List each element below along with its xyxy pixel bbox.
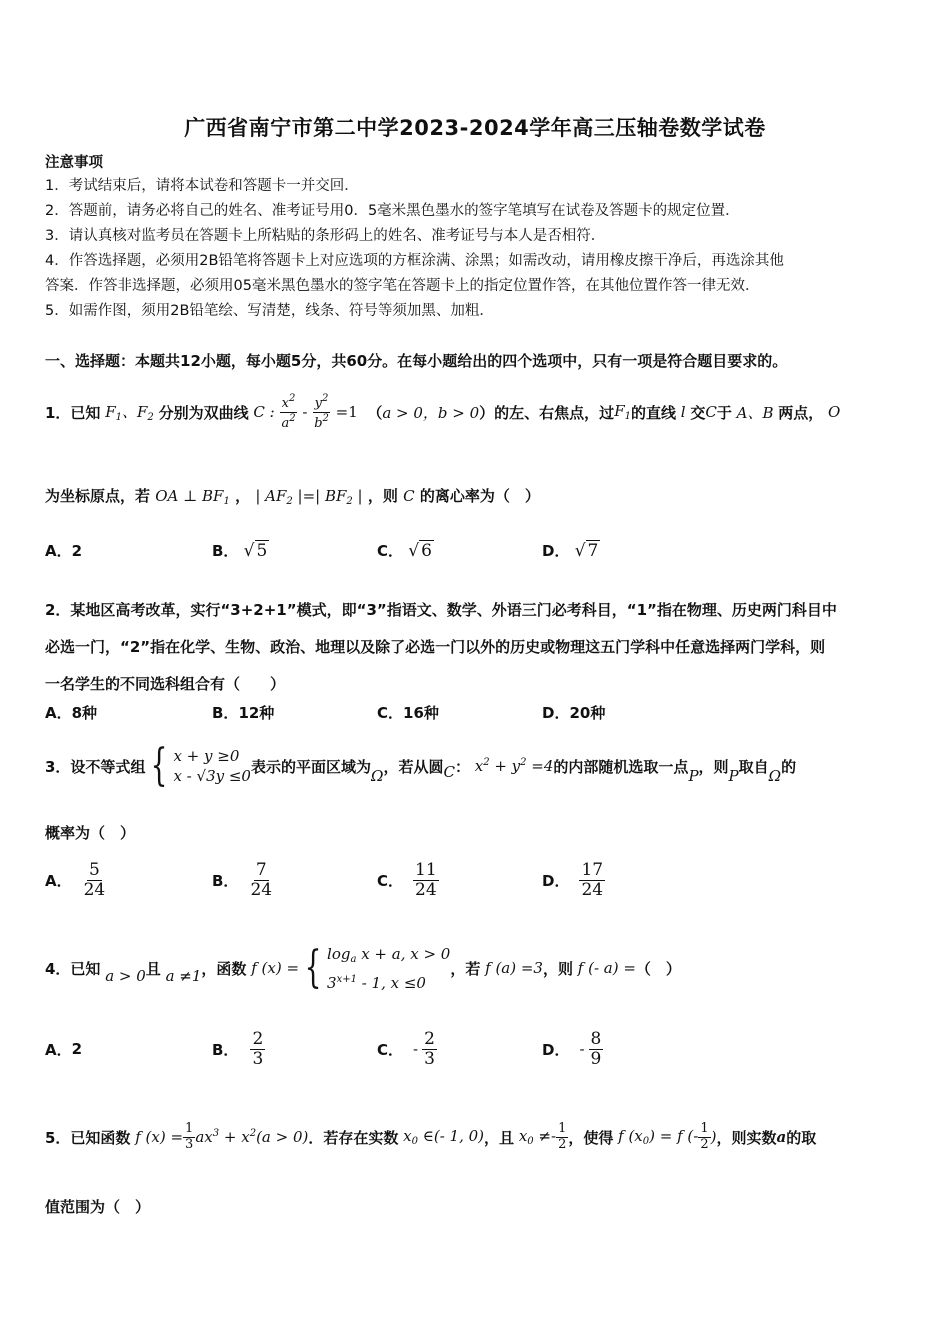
q4-math-piecewise: { $\log_a x + a$, x > 0 $3^{x+1} - 1$, x ≤0 <box>304 942 451 993</box>
q1-text: 分别为双曲线 <box>158 403 249 422</box>
question-2-options <box>45 702 910 724</box>
q5-text: 5．已知函数 <box>45 1128 131 1147</box>
question-3-line-1 <box>45 738 910 794</box>
q5-text: ．若存在实数 <box>308 1128 399 1147</box>
option-b[interactable]: B． $\frac{2}{3}$ <box>212 1028 264 1069</box>
q1-text: ）的左、右焦点，过 <box>479 403 615 422</box>
q5-text: ，且 <box>484 1128 515 1147</box>
q1-math-c2: C <box>705 403 717 421</box>
q3-text: 表示的平面区域为 <box>250 757 371 776</box>
q4-text: 且 <box>145 959 161 978</box>
q3-math-system: { x + y ≥0 x - √3y ≤0 <box>151 740 251 791</box>
q1-text: （ <box>367 403 383 422</box>
q4-math-a-pos: a > 0 <box>100 967 146 985</box>
q1-math-eq1: =1 <box>330 403 368 421</box>
q1-text: ，则 <box>367 487 398 505</box>
q5-math-poly: $ax^3 + x^2(a > 0)$ <box>195 1128 309 1146</box>
option-c[interactable]: C． √ 6 <box>377 541 432 561</box>
option-d[interactable]: D．20种 <box>542 704 606 722</box>
q4-text: ，则 <box>542 959 573 978</box>
q3-text: 的 <box>781 757 797 776</box>
option-a[interactable]: A．8种 <box>45 704 98 722</box>
q1-math-cond: a > 0，b > 0 <box>382 403 480 422</box>
notice-item: 4．作答选择题，必须用2B铅笔将答题卡上对应选项的方框涂满、涂黑；如需改动，请用橡皮擦干净后，再选涂其他 <box>45 253 784 269</box>
q3-math-omega: Ω <box>371 767 384 785</box>
q5-math-a: a <box>776 1128 787 1146</box>
option-c[interactable]: C．16种 <box>377 704 439 722</box>
q2-line: 一名学生的不同选科组合有（ ） <box>45 675 286 693</box>
q3-text: ，则 <box>698 757 729 776</box>
q3-math-p: P <box>688 767 699 785</box>
q1-math-frac-x: $\frac{x^2}{a^2}$ <box>281 393 296 431</box>
q4-text: ，若 <box>450 959 481 978</box>
option-a[interactable]: A．2 <box>45 542 83 560</box>
q5-text: ，则实数 <box>716 1128 777 1147</box>
option-d[interactable]: D． - $\frac{8}{9}$ <box>542 1028 602 1069</box>
notice-item: 5．如需作图，须用2B铅笔绘、写清楚，线条、符号等须加黑、加粗． <box>45 303 494 319</box>
option-a[interactable]: A． $\frac{5}{24}$ <box>45 859 106 900</box>
q3-math-circle: $x^2 + y^2 =4$ <box>469 757 554 775</box>
question-1-line-1 <box>45 392 910 432</box>
q5-math-half2: $\frac{1}{2}$ <box>700 1121 709 1152</box>
option-b[interactable]: B．12种 <box>212 704 275 722</box>
q4-text: ，函数 <box>201 959 247 978</box>
q1-math-frac-y: $\frac{y^2}{b^2}$ <box>314 393 329 431</box>
notice-section <box>45 152 910 324</box>
section-heading: 一、选择题：本题共12小题，每小题5分，共60分。在每小题给出的四个选项中，只有一项是符合题目要求的。 <box>45 352 788 370</box>
question-4-options <box>45 1024 910 1074</box>
q1-text: 交 <box>690 403 706 422</box>
q5-math-third: $\frac{1}{3}$ <box>185 1121 194 1152</box>
q4-math-fx: f (x) = <box>246 959 300 977</box>
option-d[interactable]: D． $\frac{17}{24}$ <box>542 859 604 900</box>
q1-math-c3: C <box>403 487 415 505</box>
q5-math-close: ) <box>710 1128 717 1146</box>
q3-text: ，若从圆 <box>383 757 444 776</box>
q2-line: 必选一门，“2”指在化学、生物、政治、地理以及除了必选一门以外的历史或物理这五门学科中任意选择两门学科，则 <box>45 638 826 656</box>
q5-math-fx: f (x) = <box>130 1128 184 1146</box>
q2-line: 2．某地区高考改革，实行“3+2+1”模式，即“3”指语文、数学、外语三门必考科目，“1”指在物理、历史两门科目中 <box>45 601 837 619</box>
q5-math-feq: f $(x_0) = f$ (- <box>613 1127 699 1147</box>
q4-text: 4．已知 <box>45 959 101 978</box>
option-c[interactable]: C． $\frac{11}{24}$ <box>377 859 437 900</box>
q1-text: ， <box>235 487 251 505</box>
q1-math-f1f2: $F_1$、$F_2$ <box>100 403 154 423</box>
option-b[interactable]: B． $\frac{7}{24}$ <box>212 859 273 900</box>
q1-text: 于 <box>716 403 732 422</box>
page-title: 广西省南宁市第二中学2023-2024学年高三压轴卷数学试卷 <box>184 116 766 140</box>
notice-item: 3．请认真核对监考员在答题卡上所粘贴的条形码上的姓名、准考证号与本人是否相符． <box>45 228 606 244</box>
q1-math-abs: | $AF_2$ |=| $BF_2$ | <box>255 487 363 507</box>
q1-math-perp: OA ⊥ $BF_1$ <box>155 487 230 507</box>
q1-math-f1: $F_1$ <box>614 402 631 422</box>
question-3-options <box>45 855 910 905</box>
q5-math-half: $\frac{1}{2}$ <box>558 1121 567 1152</box>
q4-math-fa: f (a) =3 <box>480 959 543 977</box>
question-3-line-2: 概率为（ ） <box>45 824 136 842</box>
notice-item: 答案．作答非选择题，必须用05毫米黑色墨水的签字笔在答题卡上的指定位置作答，在其他位置作答一律无效． <box>45 278 760 294</box>
question-4-line-1 <box>45 940 910 996</box>
q4-text: （ ） <box>635 959 681 978</box>
q3-math-c: C <box>443 763 455 781</box>
q1-math-o: O <box>823 403 841 421</box>
q5-text: 的取 <box>786 1128 817 1147</box>
option-d[interactable]: D． √ 7 <box>542 541 599 561</box>
q5-math-x0-ne: $x_0$ ≠- <box>514 1127 557 1147</box>
question-5-line-1 <box>45 1112 910 1162</box>
q1-text: 1．已知 <box>45 403 101 422</box>
notice-item: 2．答题前，请务必将自己的姓名、准考证号用0．5毫米黑色墨水的签字笔填写在试卷及答题卡的规定位置． <box>45 203 740 219</box>
q1-math-ab: A、B <box>731 403 779 422</box>
option-a[interactable]: A． 2 <box>45 1040 83 1059</box>
q3-text: 取自 <box>738 757 769 776</box>
question-1-line-2 <box>45 485 910 507</box>
question-5-line-2: 值范围为（ ） <box>45 1198 151 1216</box>
q1-math-c: C : <box>248 403 280 421</box>
q5-text: ，使得 <box>568 1128 614 1147</box>
question-2 <box>45 592 910 703</box>
q3-math-omega2: Ω <box>768 767 782 785</box>
q1-text: 的离心率为（ ） <box>419 487 540 505</box>
q4-math-a-ne1: a ≠1 <box>160 967 202 985</box>
notice-item: 1．考试结束后，请将本试卷和答题卡一并交回． <box>45 178 359 194</box>
notice-heading: 注意事项 <box>45 155 103 171</box>
q1-text: 两点， <box>778 403 824 422</box>
q5-math-x0-range: $x_0$ ∈(- 1, 0) <box>398 1127 485 1147</box>
option-b[interactable]: B． √ 5 <box>212 541 268 561</box>
q1-text: 为坐标原点，若 <box>45 487 151 505</box>
q1-math-l: l <box>676 403 691 421</box>
q3-math-p2: P <box>728 767 739 785</box>
q1-text: 的直线 <box>630 403 676 422</box>
q1-math-minus: - <box>297 403 313 421</box>
option-c[interactable]: C． - $\frac{2}{3}$ <box>377 1028 435 1069</box>
q4-math-fneg: f (- a) = <box>573 959 636 977</box>
q3-text: 3．设不等式组 <box>45 757 146 776</box>
q3-text: ： <box>454 757 470 776</box>
q3-text: 的内部随机选取一点 <box>553 757 689 776</box>
question-1-options <box>45 540 910 570</box>
